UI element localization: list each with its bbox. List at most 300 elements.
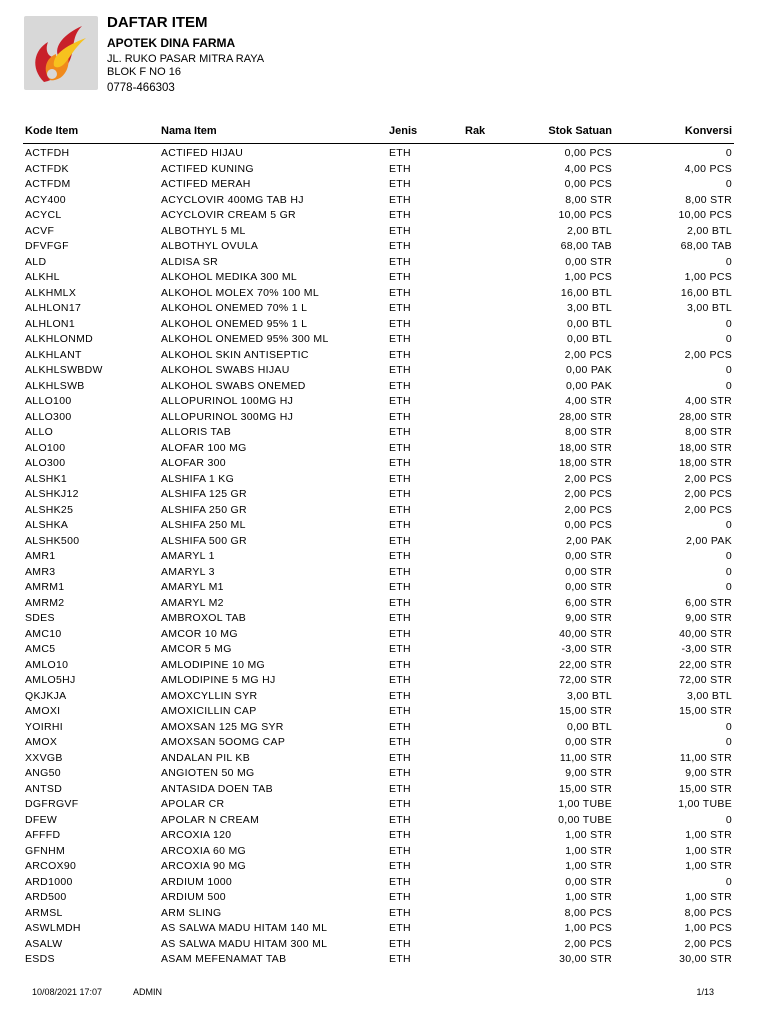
table-row <box>23 379 734 395</box>
cell-kode: GFNHM <box>25 844 65 857</box>
cell-konversi: 9,00 STR <box>685 612 732 624</box>
cell-stok: 0,00 PAK <box>566 379 612 392</box>
cell-jenis: ETH <box>389 209 411 221</box>
table-row <box>23 456 734 472</box>
cell-stok: 0,00 STR <box>565 565 612 578</box>
cell-konversi: 0 <box>725 736 732 748</box>
table-row <box>23 363 734 379</box>
table-row <box>23 580 734 596</box>
cell-konversi: 3,00 BTL <box>686 302 732 314</box>
cell-stok: 2,00 PCS <box>564 348 612 361</box>
table-row <box>23 937 734 953</box>
cell-stok: 1,00 PCS <box>564 922 612 934</box>
cell-konversi: 28,00 STR <box>679 410 732 423</box>
cell-kode: ALO300 <box>25 457 66 469</box>
cell-stok: 40,00 STR <box>559 627 612 640</box>
cell-konversi: 18,00 STR <box>679 457 732 469</box>
cell-kode: ALLO <box>25 426 54 438</box>
table-row <box>23 193 734 209</box>
cell-jenis: ETH <box>389 829 411 841</box>
table-row <box>23 658 734 674</box>
cell-kode: ASALW <box>25 937 63 950</box>
cell-jenis: ETH <box>389 519 411 531</box>
cell-nama: ANDALAN PIL KB <box>161 751 251 764</box>
table-row <box>23 890 734 906</box>
cell-konversi: 0 <box>725 333 732 345</box>
table-row <box>23 782 734 798</box>
cell-kode: YOIRHI <box>25 720 63 733</box>
cell-stok: 0,00 BTL <box>566 720 612 733</box>
cell-jenis: ETH <box>389 798 411 810</box>
cell-stok: 1,00 TUBE <box>558 798 612 810</box>
cell-nama: ALKOHOL SWABS ONEMED <box>161 379 306 392</box>
cell-konversi: 3,00 BTL <box>686 689 732 702</box>
cell-konversi: 2,00 PCS <box>684 348 732 361</box>
cell-nama: AS SALWA MADU HITAM 140 ML <box>161 922 328 934</box>
cell-konversi: 1,00 STR <box>685 860 732 872</box>
cell-stok: 10,00 PCS <box>558 209 612 221</box>
cell-kode: ALSHK1 <box>25 472 68 485</box>
cell-konversi: 8,00 STR <box>685 193 732 206</box>
cell-nama: AMARYL M2 <box>161 596 224 609</box>
cell-stok: 28,00 STR <box>559 410 612 423</box>
cell-nama: ALDISA SR <box>161 255 218 268</box>
cell-konversi: 15,00 STR <box>679 782 732 795</box>
cell-kode: ALKHLONMD <box>25 333 94 345</box>
cell-kode: ALSHKJ12 <box>25 488 79 500</box>
cell-nama: ASAM MEFENAMAT TAB <box>161 953 287 965</box>
cell-stok: 1,00 PCS <box>564 271 612 283</box>
table-row <box>23 255 734 271</box>
cell-jenis: ETH <box>389 720 411 733</box>
cell-konversi: 0 <box>725 565 732 578</box>
cell-jenis: ETH <box>389 581 411 593</box>
cell-stok: 3,00 BTL <box>566 302 612 314</box>
cell-kode: ALHLON17 <box>25 302 82 314</box>
cell-jenis: ETH <box>389 596 411 609</box>
cell-stok: 0,00 STR <box>565 875 612 888</box>
cell-jenis: ETH <box>389 271 411 283</box>
cell-jenis: ETH <box>389 302 411 314</box>
cell-konversi: 30,00 STR <box>679 953 732 965</box>
cell-kode: ACYCL <box>25 209 62 221</box>
cell-stok: 0,00 STR <box>565 581 612 593</box>
table-row <box>23 627 734 643</box>
cell-konversi: 72,00 STR <box>679 674 732 686</box>
cell-jenis: ETH <box>389 224 411 237</box>
cell-nama: ALKOHOL MEDIKA 300 ML <box>161 271 298 283</box>
cell-konversi: 15,00 STR <box>679 705 732 717</box>
cell-nama: ALKOHOL SWABS HIJAU <box>161 364 290 376</box>
cell-kode: ALKHMLX <box>25 286 77 299</box>
cell-jenis: ETH <box>389 782 411 795</box>
cell-stok: 9,00 STR <box>565 767 612 779</box>
cell-stok: 18,00 STR <box>559 457 612 469</box>
table-row <box>23 751 734 767</box>
cell-stok: 1,00 STR <box>565 860 612 872</box>
cell-stok: 2,00 PCS <box>564 472 612 485</box>
table-row <box>23 549 734 565</box>
cell-nama: ALBOTHYL 5 ML <box>161 224 246 237</box>
cell-konversi: 18,00 STR <box>679 441 732 454</box>
cell-nama: ARCOXIA 120 <box>161 829 232 841</box>
cell-nama: ALSHIFA 1 KG <box>161 472 235 485</box>
phone-number: 0778-466303 <box>107 82 175 94</box>
cell-jenis: ETH <box>389 736 411 748</box>
cell-kode: ALD <box>25 255 47 268</box>
cell-kode: QKJKJA <box>25 689 67 702</box>
cell-nama: ANGIOTEN 50 MG <box>161 767 255 779</box>
cell-stok: 22,00 STR <box>559 658 612 671</box>
cell-konversi: 0 <box>725 364 732 376</box>
table-row <box>23 394 734 410</box>
cell-kode: AMC5 <box>25 643 56 655</box>
cell-jenis: ETH <box>389 767 411 779</box>
table-row <box>23 534 734 550</box>
cell-jenis: ETH <box>389 364 411 376</box>
cell-nama: AMARYL 1 <box>161 550 215 562</box>
cell-kode: AMR3 <box>25 565 56 578</box>
cell-konversi: 4,00 STR <box>685 395 732 407</box>
cell-stok: 9,00 STR <box>565 612 612 624</box>
cell-nama: ARCOXIA 90 MG <box>161 860 247 872</box>
table-row <box>23 828 734 844</box>
cell-nama: ALKOHOL ONEMED 95% 300 ML <box>161 333 329 345</box>
cell-kode: ARD1000 <box>25 875 73 888</box>
cell-stok: 2,00 PCS <box>564 488 612 500</box>
cell-konversi: 0 <box>725 581 732 593</box>
cell-stok: 72,00 STR <box>559 674 612 686</box>
cell-jenis: ETH <box>389 689 411 702</box>
cell-nama: AMOXICILLIN CAP <box>161 705 257 717</box>
cell-konversi: 0 <box>725 550 732 562</box>
cell-kode: ANTSD <box>25 782 63 795</box>
cell-kode: ALO100 <box>25 441 66 454</box>
table-row <box>23 766 734 782</box>
cell-jenis: ETH <box>389 751 411 764</box>
table-row <box>23 565 734 581</box>
table-row <box>23 844 734 860</box>
cell-stok: 0,00 PCS <box>564 178 612 190</box>
table-row <box>23 301 734 317</box>
flame-logo-icon <box>24 16 98 90</box>
cell-kode: ALKHL <box>25 271 60 283</box>
cell-nama: AS SALWA MADU HITAM 300 ML <box>161 937 328 950</box>
cell-kode: AFFFD <box>25 829 61 841</box>
cell-jenis: ETH <box>389 844 411 857</box>
cell-nama: AMCOR 10 MG <box>161 627 238 640</box>
cell-stok: 0,00 PCS <box>564 519 612 531</box>
cell-konversi: 68,00 TAB <box>680 240 732 252</box>
cell-nama: APOLAR N CREAM <box>161 813 260 826</box>
cell-nama: AMOXCYLLIN SYR <box>161 689 258 702</box>
cell-jenis: ETH <box>389 550 411 562</box>
table-row <box>23 441 734 457</box>
cell-stok: 0,00 STR <box>565 736 612 748</box>
cell-jenis: ETH <box>389 488 411 500</box>
table-row <box>23 146 734 162</box>
cell-stok: 0,00 PCS <box>564 147 612 159</box>
cell-nama: ALLOPURINOL 300MG HJ <box>161 410 294 423</box>
cell-kode: AMRM1 <box>25 581 65 593</box>
cell-nama: ALKOHOL ONEMED 95% 1 L <box>161 317 308 330</box>
cell-nama: ANTASIDA DOEN TAB <box>161 782 273 795</box>
cell-nama: ALSHIFA 500 GR <box>161 534 247 547</box>
cell-nama: ALKOHOL ONEMED 70% 1 L <box>161 302 308 314</box>
cell-konversi: 1,00 STR <box>685 844 732 857</box>
cell-stok: 15,00 STR <box>559 782 612 795</box>
cell-konversi: 0 <box>725 813 732 826</box>
cell-jenis: ETH <box>389 627 411 640</box>
cell-stok: 3,00 BTL <box>566 689 612 702</box>
cell-kode: ASWLMDH <box>25 922 81 934</box>
cell-nama: ALSHIFA 125 GR <box>161 488 247 500</box>
table-row <box>23 425 734 441</box>
table-row <box>23 239 734 255</box>
cell-jenis: ETH <box>389 333 411 345</box>
cell-nama: ALKOHOL SKIN ANTISEPTIC <box>161 348 309 361</box>
cell-nama: AMBROXOL TAB <box>161 612 247 624</box>
cell-kode: AMLO5HJ <box>25 674 76 686</box>
cell-nama: ACYCLOVIR 400MG TAB HJ <box>161 193 304 206</box>
cell-stok: 6,00 STR <box>565 596 612 609</box>
cell-nama: APOLAR CR <box>161 798 225 810</box>
cell-nama: ALOFAR 300 <box>161 457 226 469</box>
cell-stok: -3,00 STR <box>561 643 612 655</box>
company-name: APOTEK DINA FARMA <box>107 36 236 50</box>
cell-stok: 30,00 STR <box>559 953 612 965</box>
cell-konversi: 0 <box>725 720 732 733</box>
table-row <box>23 410 734 426</box>
cell-nama: ARDIUM 500 <box>161 891 226 903</box>
cell-konversi: 40,00 STR <box>679 627 732 640</box>
cell-nama: ALSHIFA 250 GR <box>161 503 247 516</box>
cell-nama: AMOXSAN 125 MG SYR <box>161 720 284 733</box>
cell-stok: 0,00 STR <box>565 550 612 562</box>
cell-konversi: 1,00 TUBE <box>678 798 732 810</box>
cell-konversi: 0 <box>725 178 732 190</box>
cell-kode: ACTFDM <box>25 178 71 190</box>
cell-jenis: ETH <box>389 178 411 190</box>
table-row <box>23 472 734 488</box>
cell-kode: ALKHLSWB <box>25 379 85 392</box>
cell-jenis: ETH <box>389 441 411 454</box>
cell-kode: AMRM2 <box>25 596 65 609</box>
cell-nama: ARM SLING <box>161 906 222 919</box>
cell-nama: AMLODIPINE 5 MG HJ <box>161 674 276 686</box>
cell-stok: 68,00 TAB <box>560 240 612 252</box>
table-row <box>23 952 734 968</box>
cell-kode: AMLO10 <box>25 658 69 671</box>
cell-jenis: ETH <box>389 937 411 950</box>
cell-stok: 0,00 BTL <box>566 317 612 330</box>
cell-jenis: ETH <box>389 565 411 578</box>
table-row <box>23 270 734 286</box>
cell-kode: AMOX <box>25 736 58 748</box>
page-number: 1/13 <box>696 987 714 997</box>
table-row <box>23 813 734 829</box>
cell-jenis: ETH <box>389 534 411 547</box>
cell-jenis: ETH <box>389 162 411 175</box>
cell-jenis: ETH <box>389 705 411 717</box>
table-row <box>23 673 734 689</box>
cell-jenis: ETH <box>389 643 411 655</box>
cell-jenis: ETH <box>389 472 411 485</box>
cell-kode: ALKHLANT <box>25 348 82 361</box>
cell-jenis: ETH <box>389 891 411 903</box>
cell-konversi: 2,00 PCS <box>684 503 732 516</box>
cell-stok: 11,00 STR <box>559 751 612 764</box>
cell-stok: 1,00 STR <box>565 891 612 903</box>
cell-konversi: 8,00 PCS <box>684 906 732 919</box>
table-row <box>23 642 734 658</box>
cell-nama: ALOFAR 100 MG <box>161 441 247 454</box>
company-logo <box>24 16 98 90</box>
item-table-body <box>23 146 734 968</box>
cell-nama: ALKOHOL MOLEX 70% 100 ML <box>161 286 319 299</box>
cell-konversi: 0 <box>725 147 732 159</box>
cell-kode: AMC10 <box>25 627 62 640</box>
cell-jenis: ETH <box>389 922 411 934</box>
cell-nama: AMOXSAN 5OOMG CAP <box>161 736 286 748</box>
cell-nama: AMLODIPINE 10 MG <box>161 658 265 671</box>
cell-kode: ALSHKA <box>25 519 69 531</box>
table-row <box>23 487 734 503</box>
cell-jenis: ETH <box>389 503 411 516</box>
cell-kode: SDES <box>25 612 55 624</box>
cell-kode: ESDS <box>25 953 55 965</box>
cell-jenis: ETH <box>389 410 411 423</box>
table-row <box>23 720 734 736</box>
cell-kode: ACY400 <box>25 193 66 206</box>
cell-stok: 15,00 STR <box>559 705 612 717</box>
cell-stok: 8,00 PCS <box>564 906 612 919</box>
cell-jenis: ETH <box>389 860 411 872</box>
cell-kode: DGFRGVF <box>25 798 79 810</box>
table-row <box>23 208 734 224</box>
table-row <box>23 286 734 302</box>
cell-konversi: 2,00 PCS <box>684 937 732 950</box>
cell-kode: AMR1 <box>25 550 56 562</box>
cell-nama: ACTIFED MERAH <box>161 178 251 190</box>
cell-kode: ALKHLSWBDW <box>25 364 103 376</box>
cell-stok: 2,00 PAK <box>566 534 612 547</box>
cell-jenis: ETH <box>389 147 411 159</box>
cell-stok: 0,00 PAK <box>566 364 612 376</box>
cell-kode: ACTFDK <box>25 162 69 175</box>
cell-konversi: 0 <box>725 379 732 392</box>
cell-kode: ARCOX90 <box>25 860 77 872</box>
cell-jenis: ETH <box>389 674 411 686</box>
cell-konversi: 1,00 STR <box>685 891 732 903</box>
cell-nama: AMARYL 3 <box>161 565 215 578</box>
cell-stok: 8,00 STR <box>565 426 612 438</box>
cell-konversi: 1,00 STR <box>685 829 732 841</box>
print-user: ADMIN <box>133 987 162 997</box>
cell-kode: ANG50 <box>25 767 61 779</box>
table-row <box>23 921 734 937</box>
cell-konversi: 6,00 STR <box>685 596 732 609</box>
column-header-rak: Rak <box>465 125 486 137</box>
cell-nama: ACYCLOVIR CREAM 5 GR <box>161 209 296 221</box>
cell-konversi: 1,00 PCS <box>684 922 732 934</box>
cell-nama: ALLORIS TAB <box>161 426 232 438</box>
cell-konversi: 16,00 BTL <box>680 286 732 299</box>
cell-stok: 0,00 STR <box>565 255 612 268</box>
cell-jenis: ETH <box>389 426 411 438</box>
cell-konversi: 10,00 PCS <box>678 209 732 221</box>
address-line-1: JL. RUKO PASAR MITRA RAYA <box>107 53 265 65</box>
cell-jenis: ETH <box>389 317 411 330</box>
cell-kode: ALSHK25 <box>25 503 74 516</box>
cell-kode: ACTFDH <box>25 147 70 159</box>
table-row <box>23 797 734 813</box>
column-header-konversi: Konversi <box>684 125 732 137</box>
cell-konversi: 22,00 STR <box>679 658 732 671</box>
table-row <box>23 503 734 519</box>
cell-konversi: 8,00 STR <box>685 426 732 438</box>
cell-kode: DFVFGF <box>25 240 69 252</box>
cell-nama: ALSHIFA 250 ML <box>161 519 246 531</box>
cell-stok: 2,00 PCS <box>564 503 612 516</box>
print-datetime: 10/08/2021 17:07 <box>32 987 103 997</box>
table-row <box>23 906 734 922</box>
report-title: DAFTAR ITEM <box>107 14 208 31</box>
cell-konversi: 9,00 STR <box>685 767 732 779</box>
table-row <box>23 875 734 891</box>
table-row <box>23 704 734 720</box>
cell-kode: ALSHK500 <box>25 534 80 547</box>
cell-jenis: ETH <box>389 240 411 252</box>
table-row <box>23 735 734 751</box>
cell-nama: ACTIFED KUNING <box>161 162 254 175</box>
cell-konversi: 2,00 PCS <box>684 488 732 500</box>
cell-konversi: 0 <box>725 519 732 531</box>
cell-stok: 16,00 BTL <box>560 286 612 299</box>
cell-kode: ACVF <box>25 224 55 237</box>
cell-stok: 8,00 STR <box>565 193 612 206</box>
table-row <box>23 611 734 627</box>
table-row <box>23 224 734 240</box>
table-row <box>23 859 734 875</box>
cell-jenis: ETH <box>389 395 411 407</box>
cell-jenis: ETH <box>389 612 411 624</box>
table-row <box>23 177 734 193</box>
table-header <box>23 122 734 144</box>
cell-stok: 1,00 STR <box>565 844 612 857</box>
cell-nama: ARCOXIA 60 MG <box>161 844 247 857</box>
cell-konversi: 4,00 PCS <box>684 162 732 175</box>
column-header-nama: Nama Item <box>161 125 217 137</box>
table-row <box>23 596 734 612</box>
cell-stok: 2,00 PCS <box>564 937 612 950</box>
cell-konversi: -3,00 STR <box>681 643 732 655</box>
column-header-stok: Stok Satuan <box>548 125 612 137</box>
cell-konversi: 2,00 BTL <box>686 224 732 237</box>
cell-jenis: ETH <box>389 286 411 299</box>
cell-jenis: ETH <box>389 953 411 965</box>
cell-konversi: 11,00 STR <box>679 751 732 764</box>
cell-kode: AMOXI <box>25 705 61 717</box>
table-row <box>23 317 734 333</box>
cell-kode: ALHLON1 <box>25 317 75 330</box>
cell-nama: AMCOR 5 MG <box>161 643 232 655</box>
cell-jenis: ETH <box>389 457 411 469</box>
cell-nama: ACTIFED HIJAU <box>161 147 244 159</box>
column-header-kode: Kode Item <box>25 125 79 137</box>
cell-stok: 0,00 TUBE <box>558 813 612 826</box>
cell-nama: ALLOPURINOL 100MG HJ <box>161 395 294 407</box>
